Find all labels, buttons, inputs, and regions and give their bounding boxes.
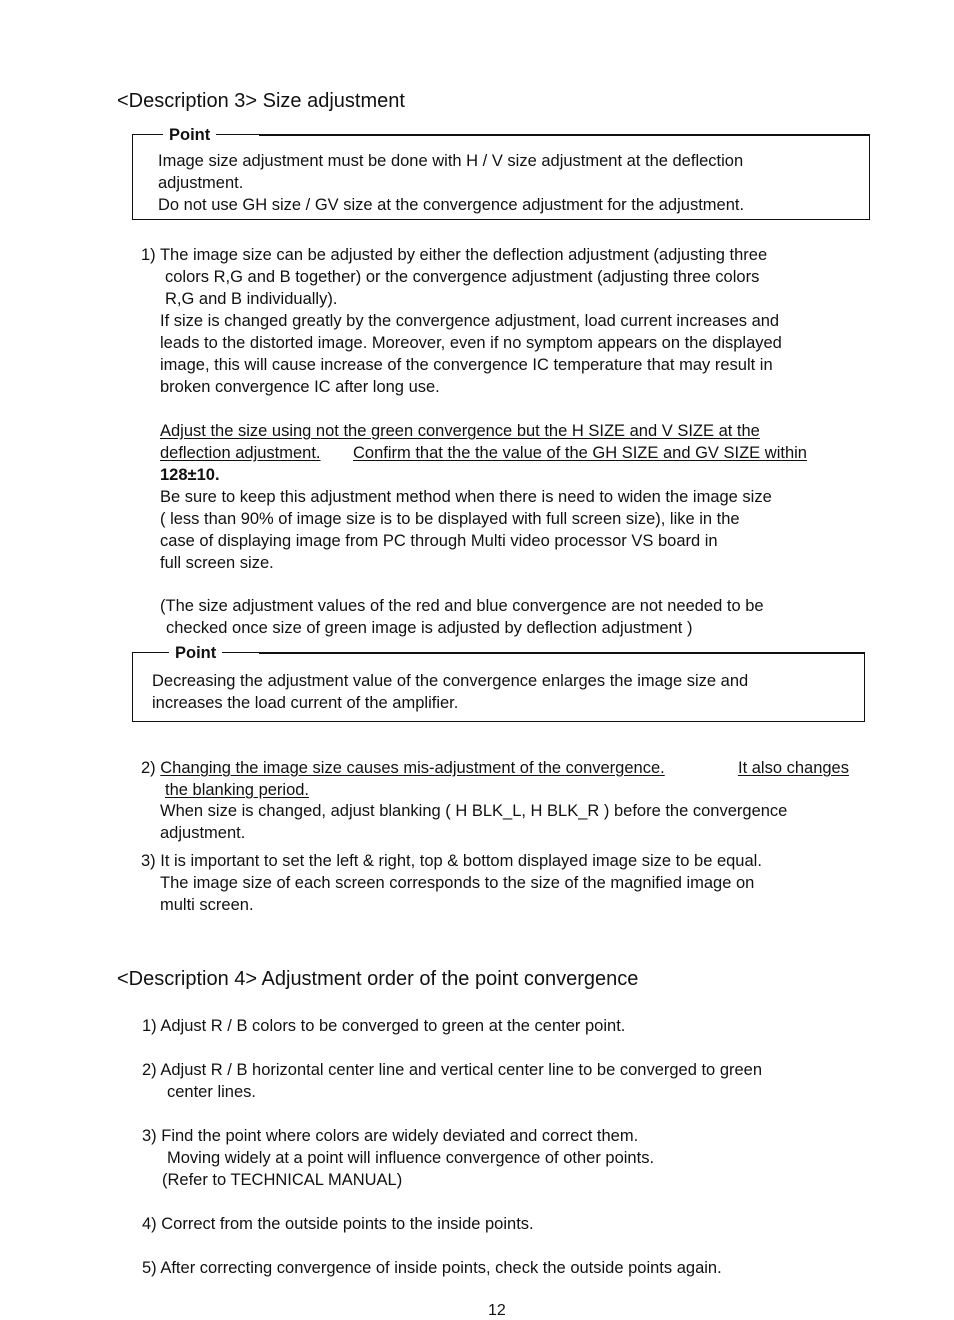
point-box-1 — [132, 126, 870, 220]
point-box-rule — [259, 653, 864, 654]
point-box-line: adjustment. — [158, 174, 244, 192]
point-box-rule — [259, 135, 869, 136]
item-3-line: The image size of each screen corresponds to the size of the magnified image on — [160, 874, 755, 892]
underlined-instruction: It also changes — [738, 759, 849, 777]
item-3-line: 3) It is important to set the left & right, top & bottom displayed image size to be equal. — [141, 852, 762, 870]
item-1-para2-line: ( less than 90% of image size is to be displayed with full screen size), like in the — [160, 510, 740, 528]
point-box-line: Decreasing the adjustment value of the convergence enlarges the image size and — [152, 672, 749, 690]
item-2-line: adjustment. — [160, 824, 246, 842]
order-step-2-cont: center lines. — [167, 1083, 256, 1101]
underlined-instruction: Confirm that the the value of the GH SIZE and GV SIZE within — [353, 444, 807, 462]
section-heading-description-4: <Description 4> Adjustment order of the point convergence — [117, 968, 639, 990]
item-1-line: broken convergence IC after long use. — [160, 378, 440, 396]
item-2-line — [141, 757, 665, 779]
item-3-line: multi screen. — [160, 896, 254, 914]
item-1-para2-line: full screen size. — [160, 554, 274, 572]
point-box-line: Do not use GH size / GV size at the convergence adjustment for the adjustment. — [158, 196, 745, 214]
order-step-3-cont: Moving widely at a point will influence convergence of other points. — [167, 1149, 655, 1167]
order-step-1: 1) Adjust R / B colors to be converged to green at the center point. — [142, 1017, 626, 1035]
page-number: 12 — [488, 1302, 506, 1319]
item-1-line: R,G and B individually). — [165, 290, 338, 308]
underlined-instruction: Changing the image size causes mis-adjustment of the convergence. — [160, 759, 665, 777]
order-step-2: 2) Adjust R / B horizontal center line and vertical center line to be converged to green — [142, 1061, 763, 1079]
item-1-line: colors R,G and B together) or the convergence adjustment (adjusting three colors — [165, 268, 760, 286]
point-box-line: Image size adjustment must be done with H / V size adjustment at the deflection — [158, 152, 744, 170]
item-1-line: leads to the distorted image. Moreover, even if no symptom appears on the displayed — [160, 334, 782, 352]
order-step-4: 4) Correct from the outside points to the inside points. — [142, 1215, 534, 1233]
point-box-title: Point — [169, 644, 222, 662]
section-heading-description-3: <Description 3> Size adjustment — [117, 90, 405, 112]
item-1-para3-line: (The size adjustment values of the red and blue convergence are not needed to be — [160, 597, 764, 615]
bold-value: 128±10. — [160, 466, 220, 484]
item-1-para3-line: checked once size of green image is adjusted by deflection adjustment ) — [166, 619, 693, 637]
item-2-prefix: 2) — [141, 759, 161, 777]
item-1-line: image, this will cause increase of the convergence IC temperature that may result in — [160, 356, 773, 374]
order-step-3: 3) Find the point where colors are widely deviated and correct them. — [142, 1127, 639, 1145]
underlined-instruction: the blanking period. — [165, 781, 310, 799]
order-step-5: 5) After correcting convergence of inside points, check the outside points again. — [142, 1259, 722, 1277]
item-1-para2-line: Be sure to keep this adjustment method when there is need to widen the image size — [160, 488, 772, 506]
item-2-line: When size is changed, adjust blanking ( H BLK_L, H BLK_R ) before the convergence — [160, 802, 788, 820]
underlined-instruction: deflection adjustment. — [160, 444, 321, 462]
order-step-3-cont: (Refer to TECHNICAL MANUAL) — [162, 1171, 403, 1189]
item-1-para2-line: case of displaying image from PC through Multi video processor VS board in — [160, 532, 718, 550]
item-1-line: If size is changed greatly by the convergence adjustment, load current increases and — [160, 312, 780, 330]
point-box-2 — [132, 644, 865, 722]
underlined-instruction: Adjust the size using not the green convergence but the H SIZE and V SIZE at the — [160, 422, 760, 440]
point-box-title: Point — [163, 126, 216, 144]
point-box-line: increases the load current of the amplifier. — [152, 694, 459, 712]
item-1-line: 1) The image size can be adjusted by either the deflection adjustment (adjusting three — [141, 246, 768, 264]
